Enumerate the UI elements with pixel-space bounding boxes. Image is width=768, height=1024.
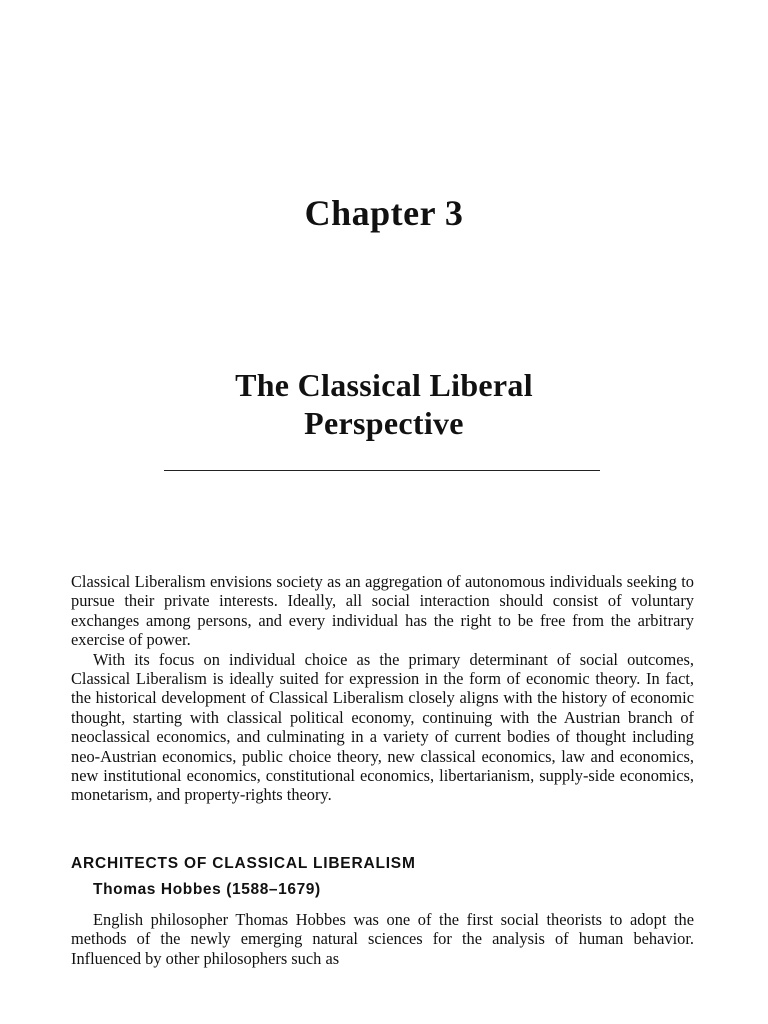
chapter-title-line-2: Perspective xyxy=(304,405,464,441)
chapter-title-line-1: The Classical Liberal xyxy=(235,367,533,403)
chapter-number: Chapter 3 xyxy=(304,193,464,233)
intro-text xyxy=(71,572,694,805)
section-text xyxy=(71,910,694,968)
intro-paragraph-1: Classical Liberalism envisions society as an aggregation of autonomous individuals seeking to pursue their private interests. Ideally, all social interaction should consist of voluntary exchanges among persons, and every individual has the right to be free from the arbitrary exercise of power. xyxy=(71,572,694,650)
title-divider xyxy=(164,470,600,471)
subsection-heading: Thomas Hobbes (1588–1679) xyxy=(93,881,321,898)
intro-paragraph-2: With its focus on individual choice as the primary determinant of social outcomes, Classical Liberalism is ideally suited for expression in the form of economic theory. In fact, the historical development of Classical Liberalism closely aligns with the history of economic thought, starting with classical political economy, continuing with the Austrian branch of neoclassical economics, and culminating in a variety of current bodies of thought including neo-Austrian economics, public choice theory, new classical economics, law and economics, new institutional economics, constitutional economics, libertarianism, supply-side economics, monetarism, and property-rights theory. xyxy=(71,649,694,805)
chapter-title xyxy=(0,366,768,442)
section-paragraph-1: English philosopher Thomas Hobbes was one of the first social theorists to adopt the methods of the newly emerging natural sciences for the analysis of human behavior. Influenced by other philosophers such as xyxy=(71,910,694,968)
section-heading: ARCHITECTS OF CLASSICAL LIBERALISM xyxy=(71,855,416,872)
